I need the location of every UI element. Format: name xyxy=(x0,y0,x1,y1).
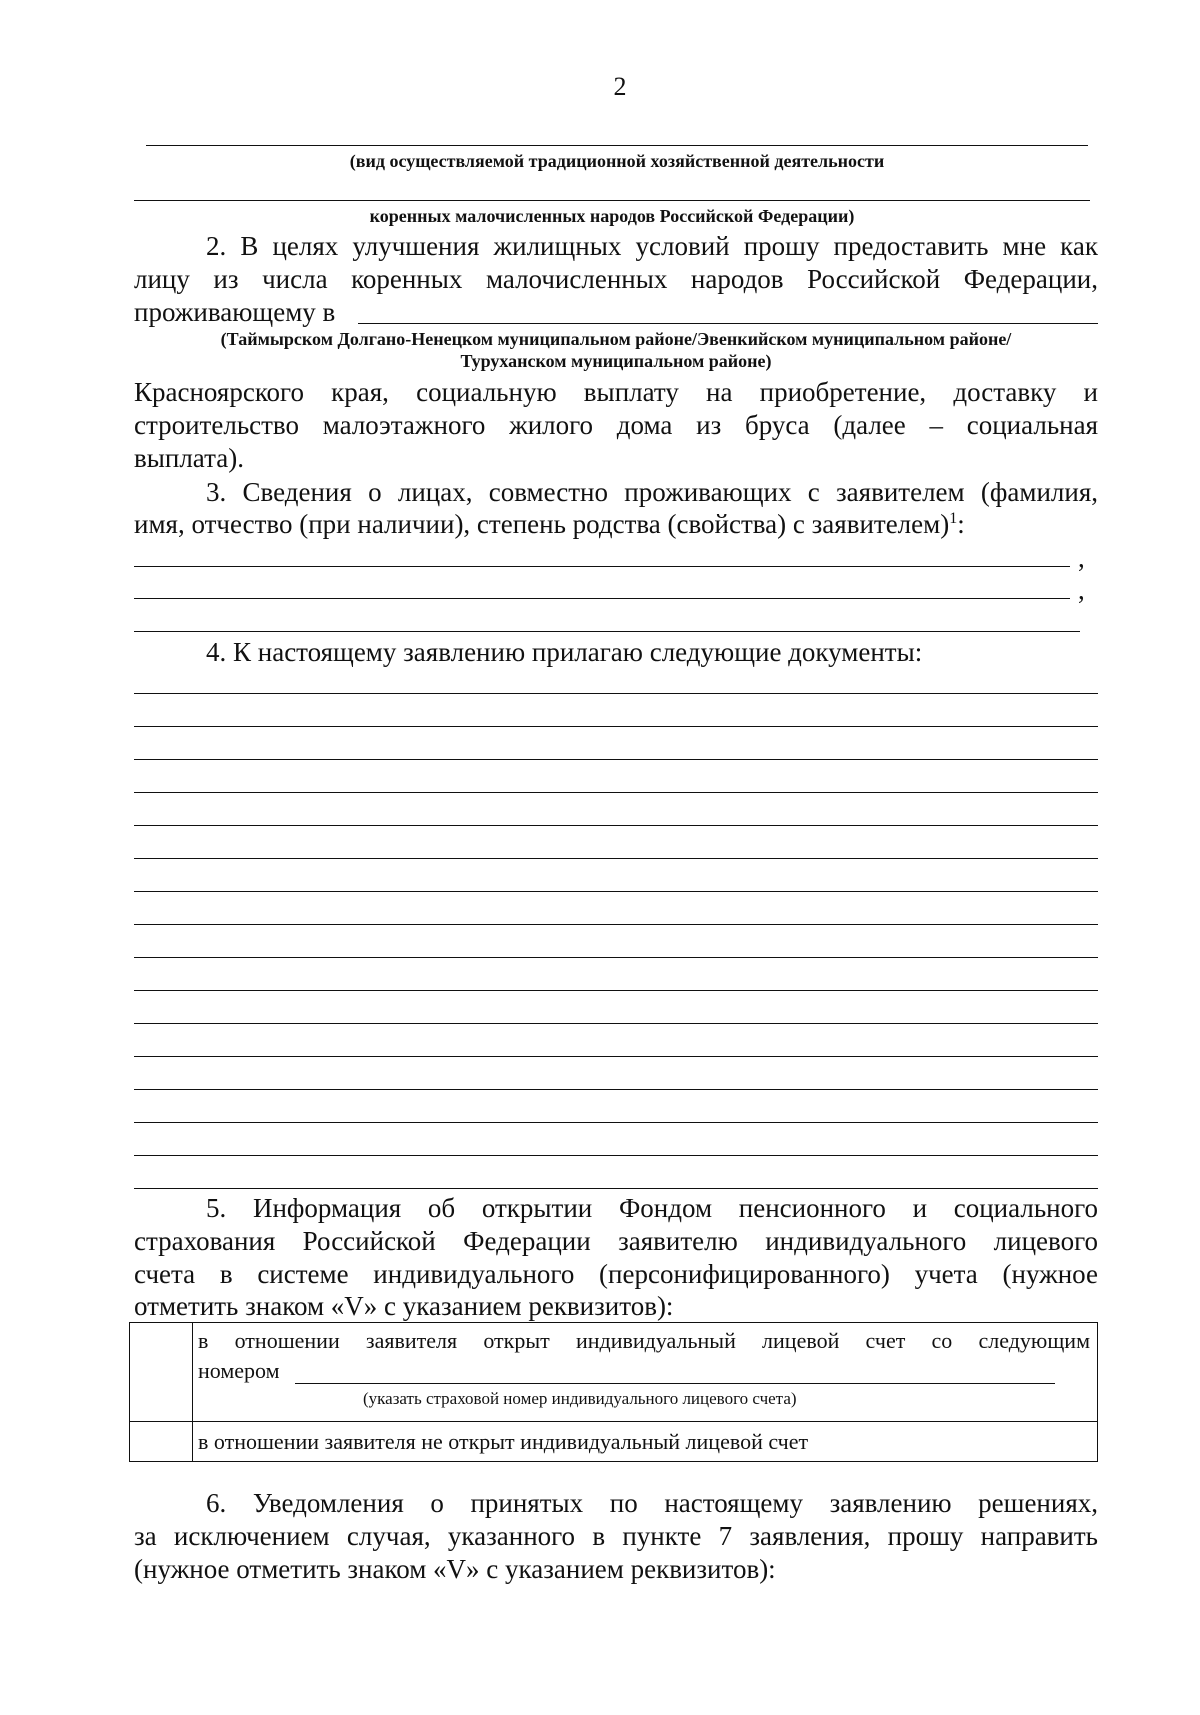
p2-line-1: 2. В целях улучшения жилищных условий прошу предоставить мне как xyxy=(206,231,1098,261)
cohabitant-line-2 xyxy=(134,598,1070,599)
p6-line-1: 6. Уведомления о принятых по настоящему заявлению решениях, xyxy=(206,1488,1098,1518)
page-number: 2 xyxy=(613,72,627,101)
documents-line-11 xyxy=(134,1023,1098,1024)
residence-caption-1: (Таймырском Долгано-Ненецком муниципальном районе/Эвенкийском муниципальном районе/ xyxy=(220,329,1012,349)
activity-field-line-1 xyxy=(146,145,1088,146)
documents-line-15 xyxy=(134,1155,1098,1156)
documents-line-16 xyxy=(134,1188,1098,1189)
documents-line-12 xyxy=(134,1056,1098,1057)
documents-line-7 xyxy=(134,891,1098,892)
cohabitant-comma-2: , xyxy=(1078,575,1085,605)
cohabitant-line-1 xyxy=(134,566,1070,567)
p6-line-2: за исключением случая, указанного в пункте 7 заявления, прошу направить xyxy=(134,1521,1098,1551)
documents-line-6 xyxy=(134,858,1098,859)
peoples-caption: коренных малочисленных народов Российской Федерации) xyxy=(369,206,855,226)
table-mark-column-divider xyxy=(192,1323,193,1461)
activity-field-line-2 xyxy=(134,200,1090,201)
documents-line-8 xyxy=(134,924,1098,925)
cohabitant-comma-1: , xyxy=(1078,543,1085,573)
p5-line-3: счета в системе индивидуального (персонифицированного) учета (нужное xyxy=(134,1259,1098,1289)
footnote-mark: 1 xyxy=(949,510,958,527)
p5-line-4: отметить знаком «V» с указанием реквизитов): xyxy=(134,1291,674,1321)
p5-line-2: страхования Российской Федерации заявителю индивидуального лицевого xyxy=(134,1226,1098,1256)
documents-line-13 xyxy=(134,1089,1098,1090)
p3-line-2-text: имя, отчество (при наличии), степень родства (свойства) с заявителем) xyxy=(134,509,950,539)
p2-line-2: лицу из числа коренных малочисленных народов Российской Федерации, xyxy=(134,264,1098,294)
account-opened-text-2: номером xyxy=(198,1358,280,1383)
residence-field-line xyxy=(358,323,1098,324)
account-opened-text-1: в отношении заявителя открыт индивидуальный лицевой счет со следующим xyxy=(198,1328,1090,1353)
residence-caption-2: Туруханском муниципальном районе) xyxy=(460,351,772,371)
p2-line-4: Красноярского края, социальную выплату на приобретение, доставку и xyxy=(134,377,1098,407)
documents-line-1 xyxy=(134,693,1098,694)
documents-line-9 xyxy=(134,957,1098,958)
documents-line-4 xyxy=(134,792,1098,793)
account-not-opened-text: в отношении заявителя не открыт индивидуальный лицевой счет xyxy=(198,1429,809,1454)
p2-line-3: проживающему в xyxy=(134,297,336,327)
p3-line-2-colon: : xyxy=(957,509,965,539)
documents-line-3 xyxy=(134,759,1098,760)
documents-line-2 xyxy=(134,726,1098,727)
documents-line-14 xyxy=(134,1122,1098,1123)
cohabitant-line-3 xyxy=(134,631,1080,632)
activity-caption: (вид осуществляемой традиционной хозяйственной деятельности xyxy=(349,151,885,171)
p2-line-5: строительство малоэтажного жилого дома из бруса (далее – социальная xyxy=(134,410,1098,440)
account-number-field xyxy=(295,1383,1055,1384)
p2-line-6: выплата). xyxy=(134,443,244,473)
account-table xyxy=(129,1322,1098,1462)
p3-line-1: 3. Сведения о лицах, совместно проживающих с заявителем (фамилия, xyxy=(206,477,1098,507)
table-row-divider xyxy=(130,1421,1097,1422)
p5-line-1: 5. Информация об открытии Фондом пенсионного и социального xyxy=(206,1193,1098,1223)
p6-line-3: (нужное отметить знаком «V» с указанием реквизитов): xyxy=(134,1554,776,1584)
p3-line-2 xyxy=(134,508,965,541)
p4-line-1: 4. К настоящему заявлению прилагаю следующие документы: xyxy=(206,637,923,667)
account-number-caption: (указать страховой номер индивидуального лицевого счета) xyxy=(363,1389,797,1408)
documents-line-5 xyxy=(134,825,1098,826)
documents-line-10 xyxy=(134,990,1098,991)
